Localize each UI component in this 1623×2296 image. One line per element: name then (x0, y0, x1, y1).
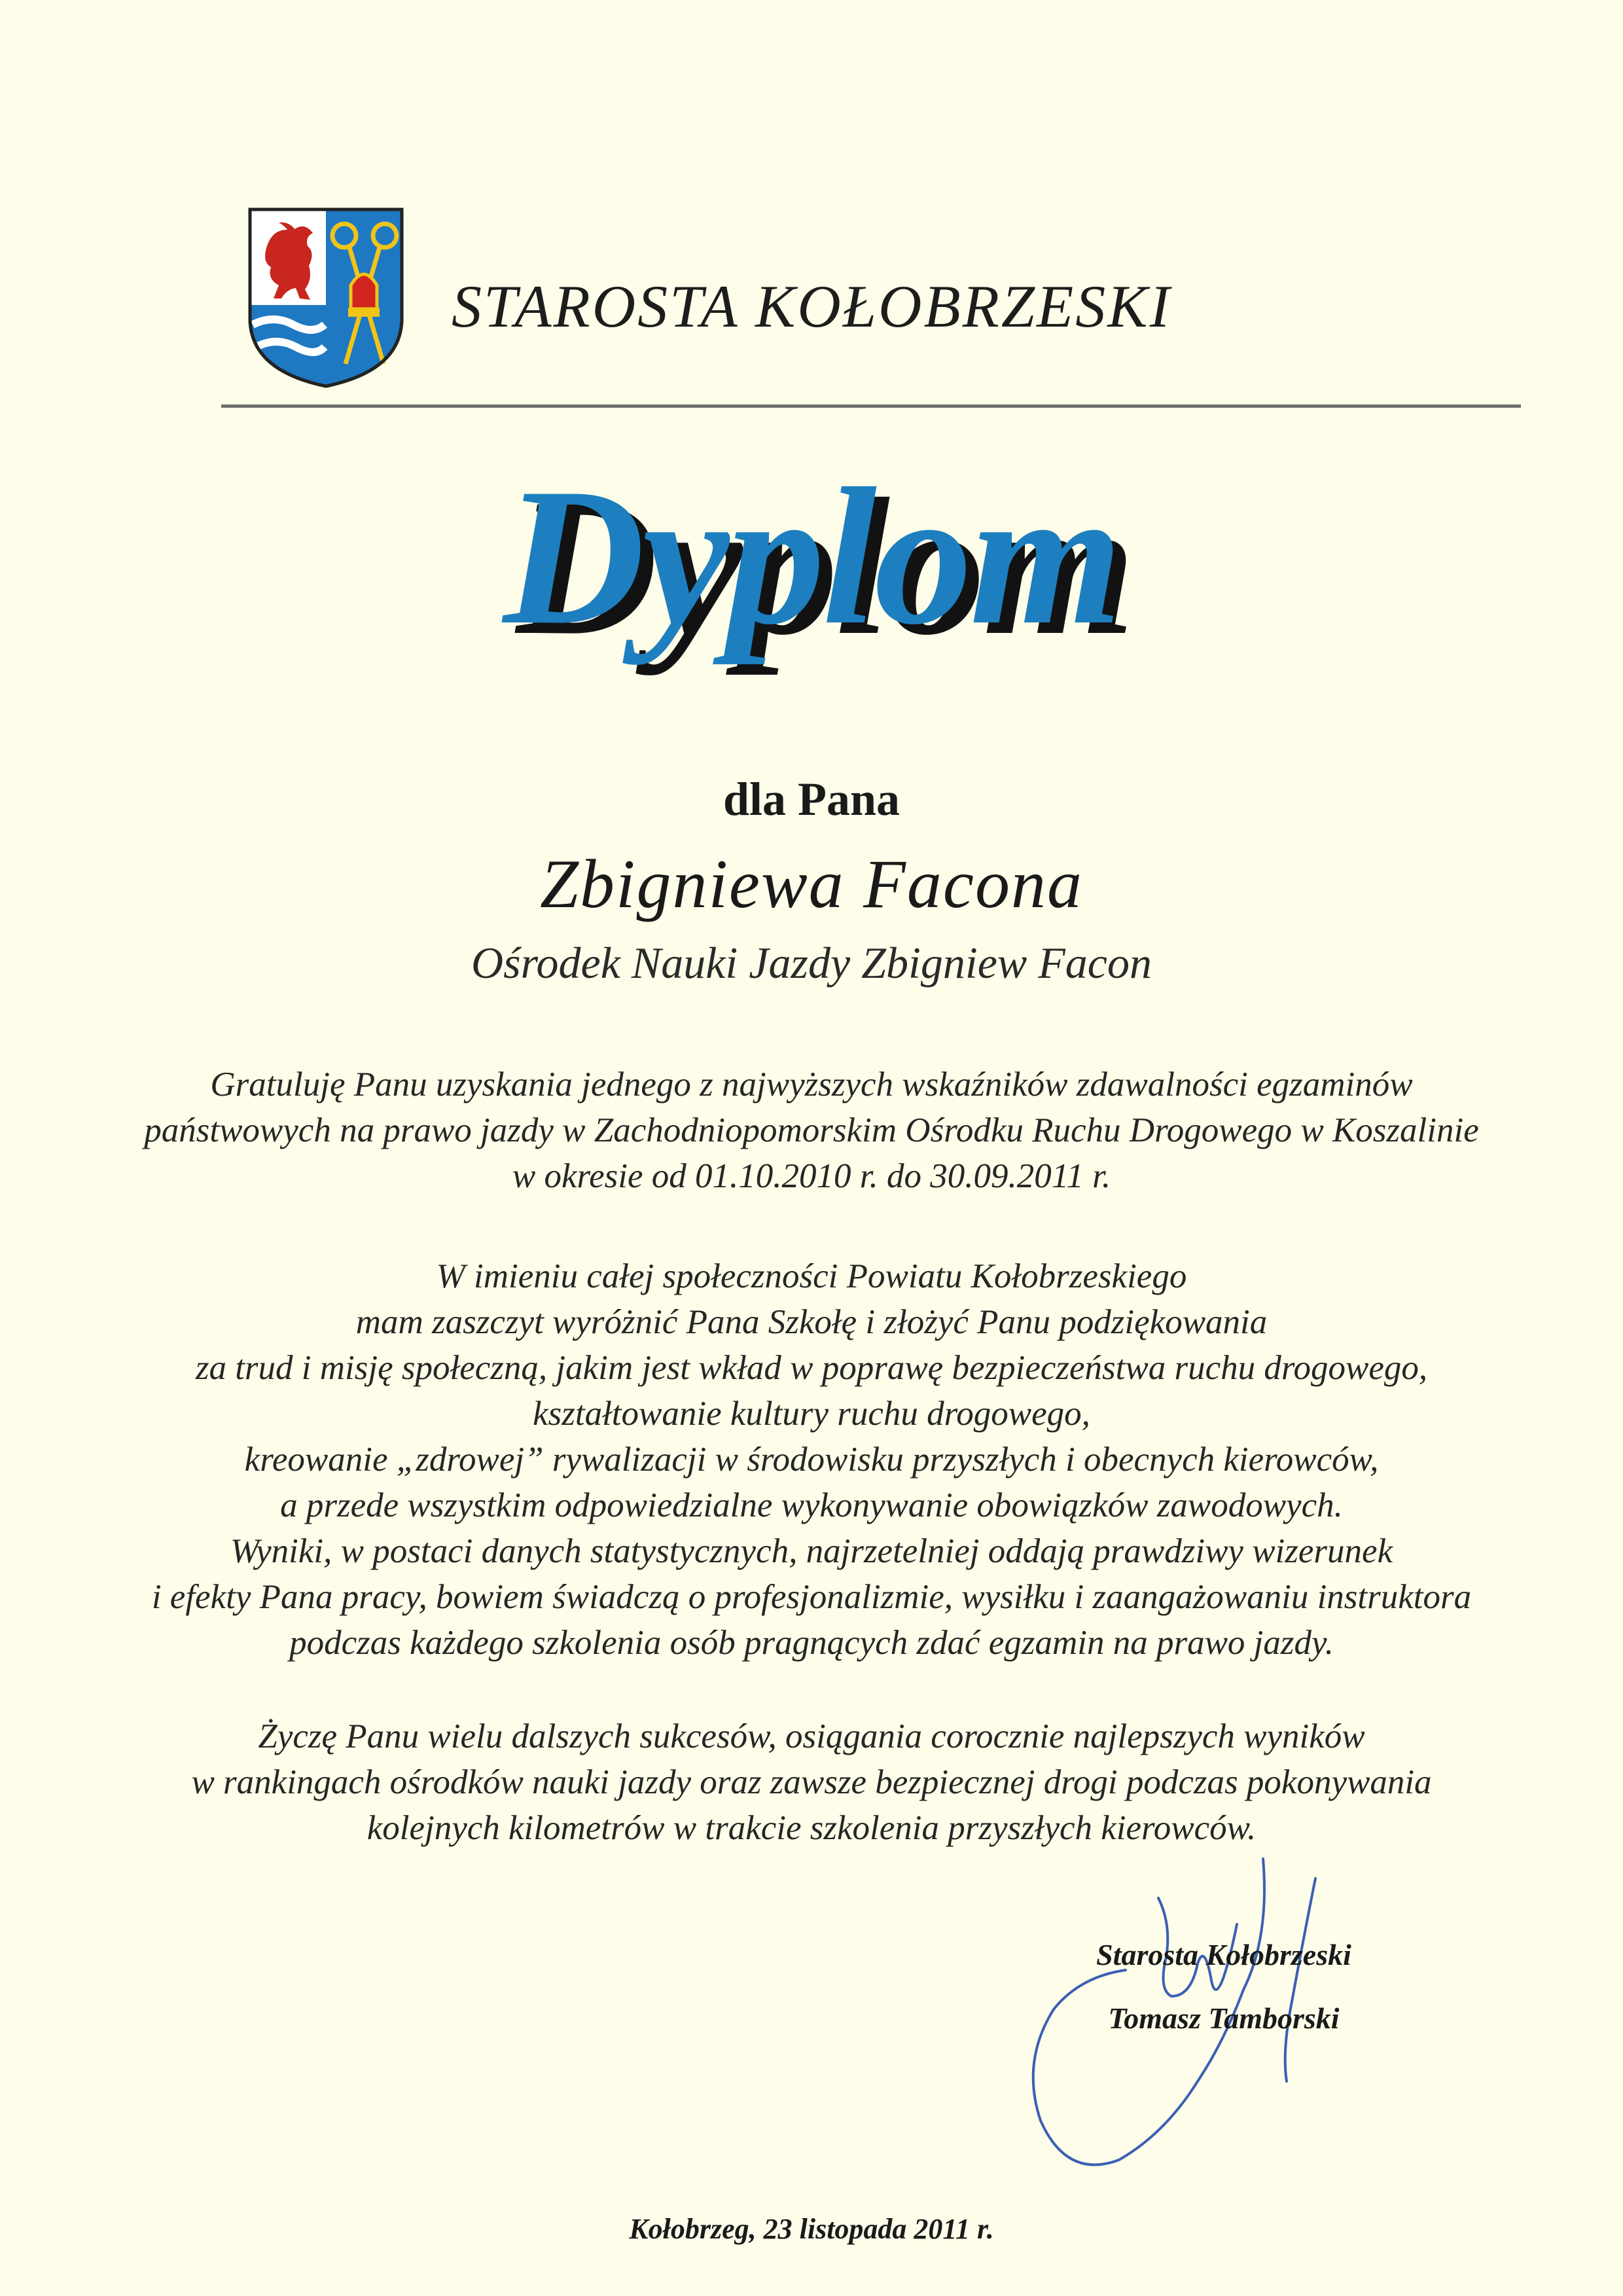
header-divider (221, 404, 1521, 408)
paragraph-line: i efekty Pana pracy, bowiem świadczą o profesjonalizmie, wysiłku i zaangażowaniu instruktora (151, 1578, 1472, 1616)
paragraph-acknowledgement (0, 1253, 1623, 1666)
paragraph-line: W imieniu całej społeczności Powiatu Kołobrzeskiego (436, 1257, 1187, 1295)
paragraph-line: państwowych na prawo jazdy w Zachodniopomorskim Ośrodku Ruchu Drogowego w Koszalinie (144, 1111, 1479, 1149)
paragraph-line: w rankingach ośrodków nauki jazdy oraz zawsze bezpiecznej drogi podczas pokonywania (191, 1763, 1432, 1801)
signatory-title: Starosta Kołobrzeski (1096, 1938, 1351, 1971)
issuer-title: STAROSTA KOŁOBRZESKI (452, 273, 1172, 340)
paragraph-line: Życzę Panu wielu dalszych sukcesów, osiągania corocznie najlepszych wyników (258, 1717, 1365, 1755)
paragraph-congratulations (0, 1062, 1623, 1199)
place-and-date: Kołobrzeg, 23 listopada 2011 r. (629, 2213, 994, 2245)
signature-block (982, 1937, 1466, 2036)
recipient-prefix: dla Pana (722, 773, 901, 825)
signatory-name: Tomasz Tamborski (1108, 2001, 1340, 2035)
paragraph-line: a przede wszystkim odpowiedzialne wykonywanie obowiązków zawodowych. (280, 1486, 1343, 1524)
paragraph-line: kształtowanie kultury ruchu drogowego, (533, 1395, 1090, 1433)
paragraph-line: Wyniki, w postaci danych statystycznych, najrzetelniej oddają prawdziwy wizerunek (230, 1532, 1393, 1570)
paragraph-line: kreowanie „zdrowej” rywalizacji w środowisku przyszłych i obecnych kierowców, (244, 1441, 1379, 1479)
recipient-name: Zbigniewa Facona (540, 846, 1083, 922)
paragraph-line: Gratuluję Panu uzyskania jednego z najwyższych wskaźników zdawalności egzaminów (210, 1066, 1413, 1103)
paragraph-line: kolejnych kilometrów w trakcie szkolenia przyszłych kierowców. (366, 1809, 1257, 1847)
coat-of-arms-icon (247, 207, 404, 389)
diploma-title: Dyplom (503, 448, 1120, 665)
paragraph-line: podczas każdego szkolenia osób pragnących zdać egzamin na prawo jazdy. (289, 1624, 1334, 1662)
recipient-organization: Ośrodek Nauki Jazdy Zbigniew Facon (471, 938, 1152, 988)
paragraph-wishes (0, 1713, 1623, 1851)
paragraph-line: w okresie od 01.10.2010 r. do 30.09.2011 r. (512, 1157, 1111, 1195)
paragraph-line: mam zaszczyt wyróżnić Pana Szkołę i złożyć Panu podziękowania (355, 1303, 1268, 1341)
paragraph-line: za trud i misję społeczną, jakim jest wkład w poprawę bezpieczeństwa ruchu drogowego, (195, 1349, 1428, 1387)
